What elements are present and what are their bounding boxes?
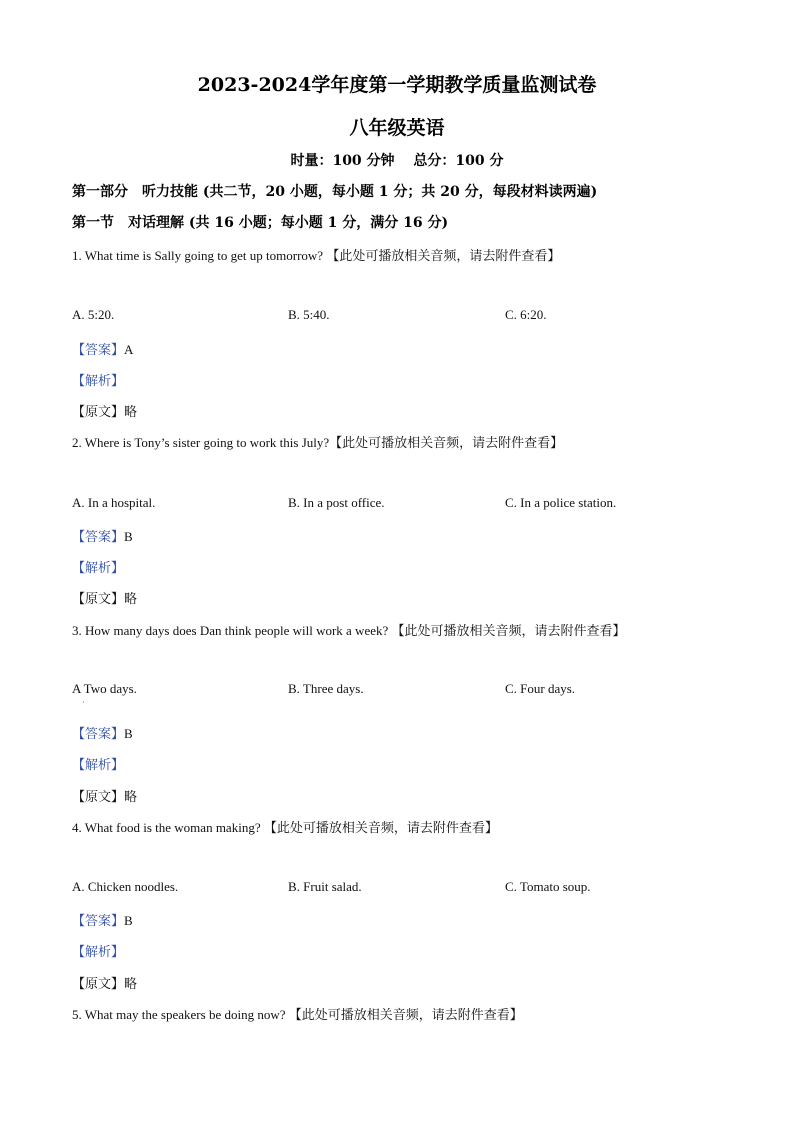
stray-dot: · [82,698,85,707]
q1-analysis [72,370,124,389]
question-2: 2. Where is Tony’s sister going to work this July?【此处可播放相关音频，请去附件查看】 [72,435,564,450]
q2-original [72,588,137,607]
q2-answer [72,526,133,545]
q1-answer [72,339,133,358]
answer-value: A [124,342,134,357]
q1-option-b: B. 5:40. [288,307,330,322]
answer-label: 【答案】 [72,913,125,928]
q4-original [72,973,137,992]
question-4: 4. What food is the woman making? 【此处可播放相关音频，请去附件查看】 [72,820,498,835]
part-heading: 第一部分 听力技能 (共二节，20 小题，每小题 1 分；共 20 分，每段材料读两遍) [72,184,598,200]
answer-label: 【答案】 [72,342,125,357]
q3-option-b: B. Three days. [288,681,364,696]
q3-analysis [72,754,124,773]
q4-option-b: B. Fruit salad. [288,879,362,894]
q2-option-c: C. In a police station. [505,495,617,510]
q3-option-c: C. Four days. [505,681,576,696]
analysis-label: 【解析】 [72,757,125,772]
q4-option-c: C. Tomato soup. [505,879,591,894]
q3-original [72,786,137,805]
exam-title: 2023-2024学年度第一学期教学质量监测试卷 [197,74,597,96]
q1-option-c: C. 6:20. [505,307,547,322]
question-1: 1. What time is Sally going to get up tomorrow? 【此处可播放相关音频，请去附件查看】 [72,248,561,263]
q3-option-a: A Two days. [72,681,137,696]
original-label: 【原文】 [72,976,125,991]
question-5: 5. What may the speakers be doing now? 【此处可播放相关音频，请去附件查看】 [72,1007,523,1022]
answer-label: 【答案】 [72,726,125,741]
q4-option-a: A. Chicken noodles. [72,879,179,894]
section-heading: 第一节 对话理解 (共 16 小题；每小题 1 分，满分 16 分) [72,215,449,231]
original-label: 【原文】 [72,789,125,804]
exam-subject: 八年级英语 [349,117,445,139]
original-value: 略 [124,404,138,419]
original-value: 略 [124,789,138,804]
analysis-label: 【解析】 [72,944,125,959]
original-value: 略 [124,976,138,991]
original-value: 略 [124,591,138,606]
original-label: 【原文】 [72,591,125,606]
original-label: 【原文】 [72,404,125,419]
q3-answer [72,723,133,742]
question-3: 3. How many days does Dan think people will work a week? 【此处可播放相关音频，请去附件查看】 [72,623,626,638]
analysis-label: 【解析】 [72,373,125,388]
q2-analysis [72,557,124,576]
answer-value: B [124,913,133,928]
answer-value: B [124,529,133,544]
q2-option-a: A. In a hospital. [72,495,156,510]
q4-analysis [72,941,124,960]
q2-option-b: B. In a post office. [288,495,385,510]
answer-label: 【答案】 [72,529,125,544]
answer-value: B [124,726,133,741]
exam-meta: 时量：100 分钟 总分：100 分 [290,153,504,169]
q1-original [72,401,137,420]
analysis-label: 【解析】 [72,560,125,575]
q4-answer [72,910,133,929]
q1-option-a: A. 5:20. [72,307,115,322]
